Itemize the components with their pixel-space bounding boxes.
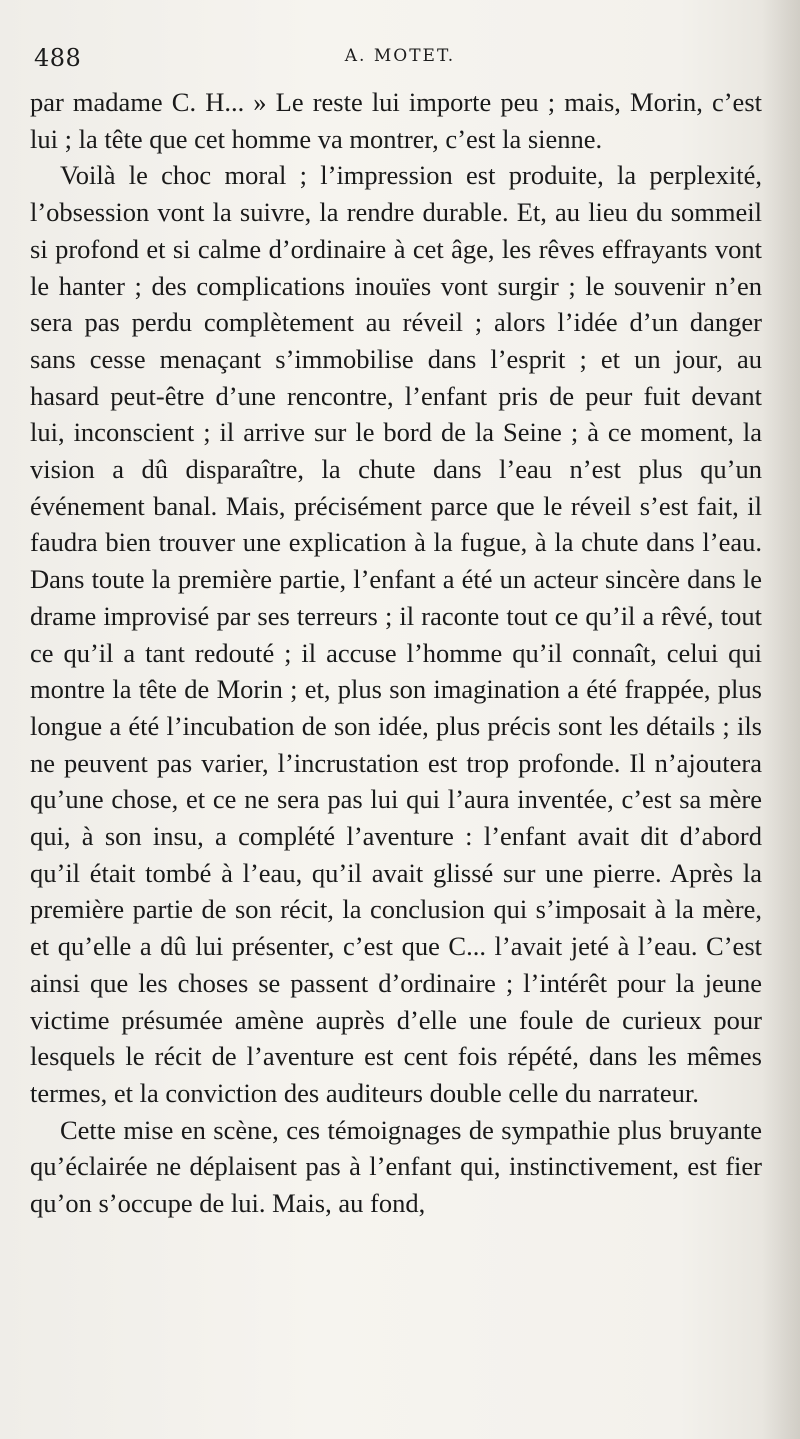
- page-number: 488: [34, 44, 82, 72]
- paragraph-continuation: par madame C. H... » Le reste lui importe peu ; mais, Morin, c’est lui ; la tête que cet homme va montrer, c’est la sienne.: [30, 87, 762, 154]
- page-header: [30, 44, 770, 74]
- body-text: [30, 84, 762, 1222]
- paragraph: Voilà le choc moral ; l’impression est produite, la perplexité, l’obsession vont la suivre, la rendre durable. Et, au lieu du sommeil si profond et si calme d’ordinaire à cet âge, les rêves effrayants vont le hanter ; des complications inouïes vont surgir ; le souvenir n’en sera pas perdu complètement au réveil ; alors l’idée d’un danger sans cesse menaçant s’immobilise dans l’esprit ; et un jour, au hasard peut-être d’une rencontre, l’enfant pris de peur fuit devant lui, inconscient ; il arrive sur le bord de la Seine ; à ce moment, la vision a dû disparaître, la chute dans l’eau n’est plus qu’un événement banal. Mais, précisément parce que le réveil s’est fait, il faudra bien trouver une explication à la fugue, à la chute dans l’eau. Dans toute la première partie, l’enfant a été un acteur sincère dans le drame improvisé par ses terreurs ; il raconte tout ce qu’il a rêvé, tout ce qu’il a tant redouté ; il accuse l’homme qu’il connaît, celui qui montre la tête de Morin ; et, plus son imagination a été frappée, plus longue a été l’incubation de son idée, plus précis sont les détails ; ils ne peuvent pas varier, l’incrustation est trop profonde. Il n’ajoutera qu’une chose, et ce ne sera pas lui qui l’aura inventée, c’est sa mère qui, à son insu, a complété l’aventure : l’enfant avait dit d’abord qu’il était tombé à l’eau, qu’il avait glissé sur une pierre. Après la première partie de son récit, la conclusion qui s’imposait à la mère, et qu’elle a dû lui présenter, c’est que C... l’avait jeté à l’eau. C’est ainsi que les choses se passent d’ordinaire ; l’intérêt pour la jeune victime présumée amène auprès d’elle une foule de curieux pour lesquels le récit de l’aventure est cent fois répété, dans les mêmes termes, et la conviction des auditeurs double celle du narrateur.: [30, 160, 762, 1108]
- paragraph: Cette mise en scène, ces témoignages de sympathie plus bruyante qu’éclairée ne déplaisent pas à l’enfant qui, instinctivement, est fier qu’on s’occupe de lui. Mais, au fond,: [30, 1114, 762, 1219]
- running-head: A. MOTET.: [344, 46, 456, 66]
- page-edge-shadow: [762, 0, 800, 1439]
